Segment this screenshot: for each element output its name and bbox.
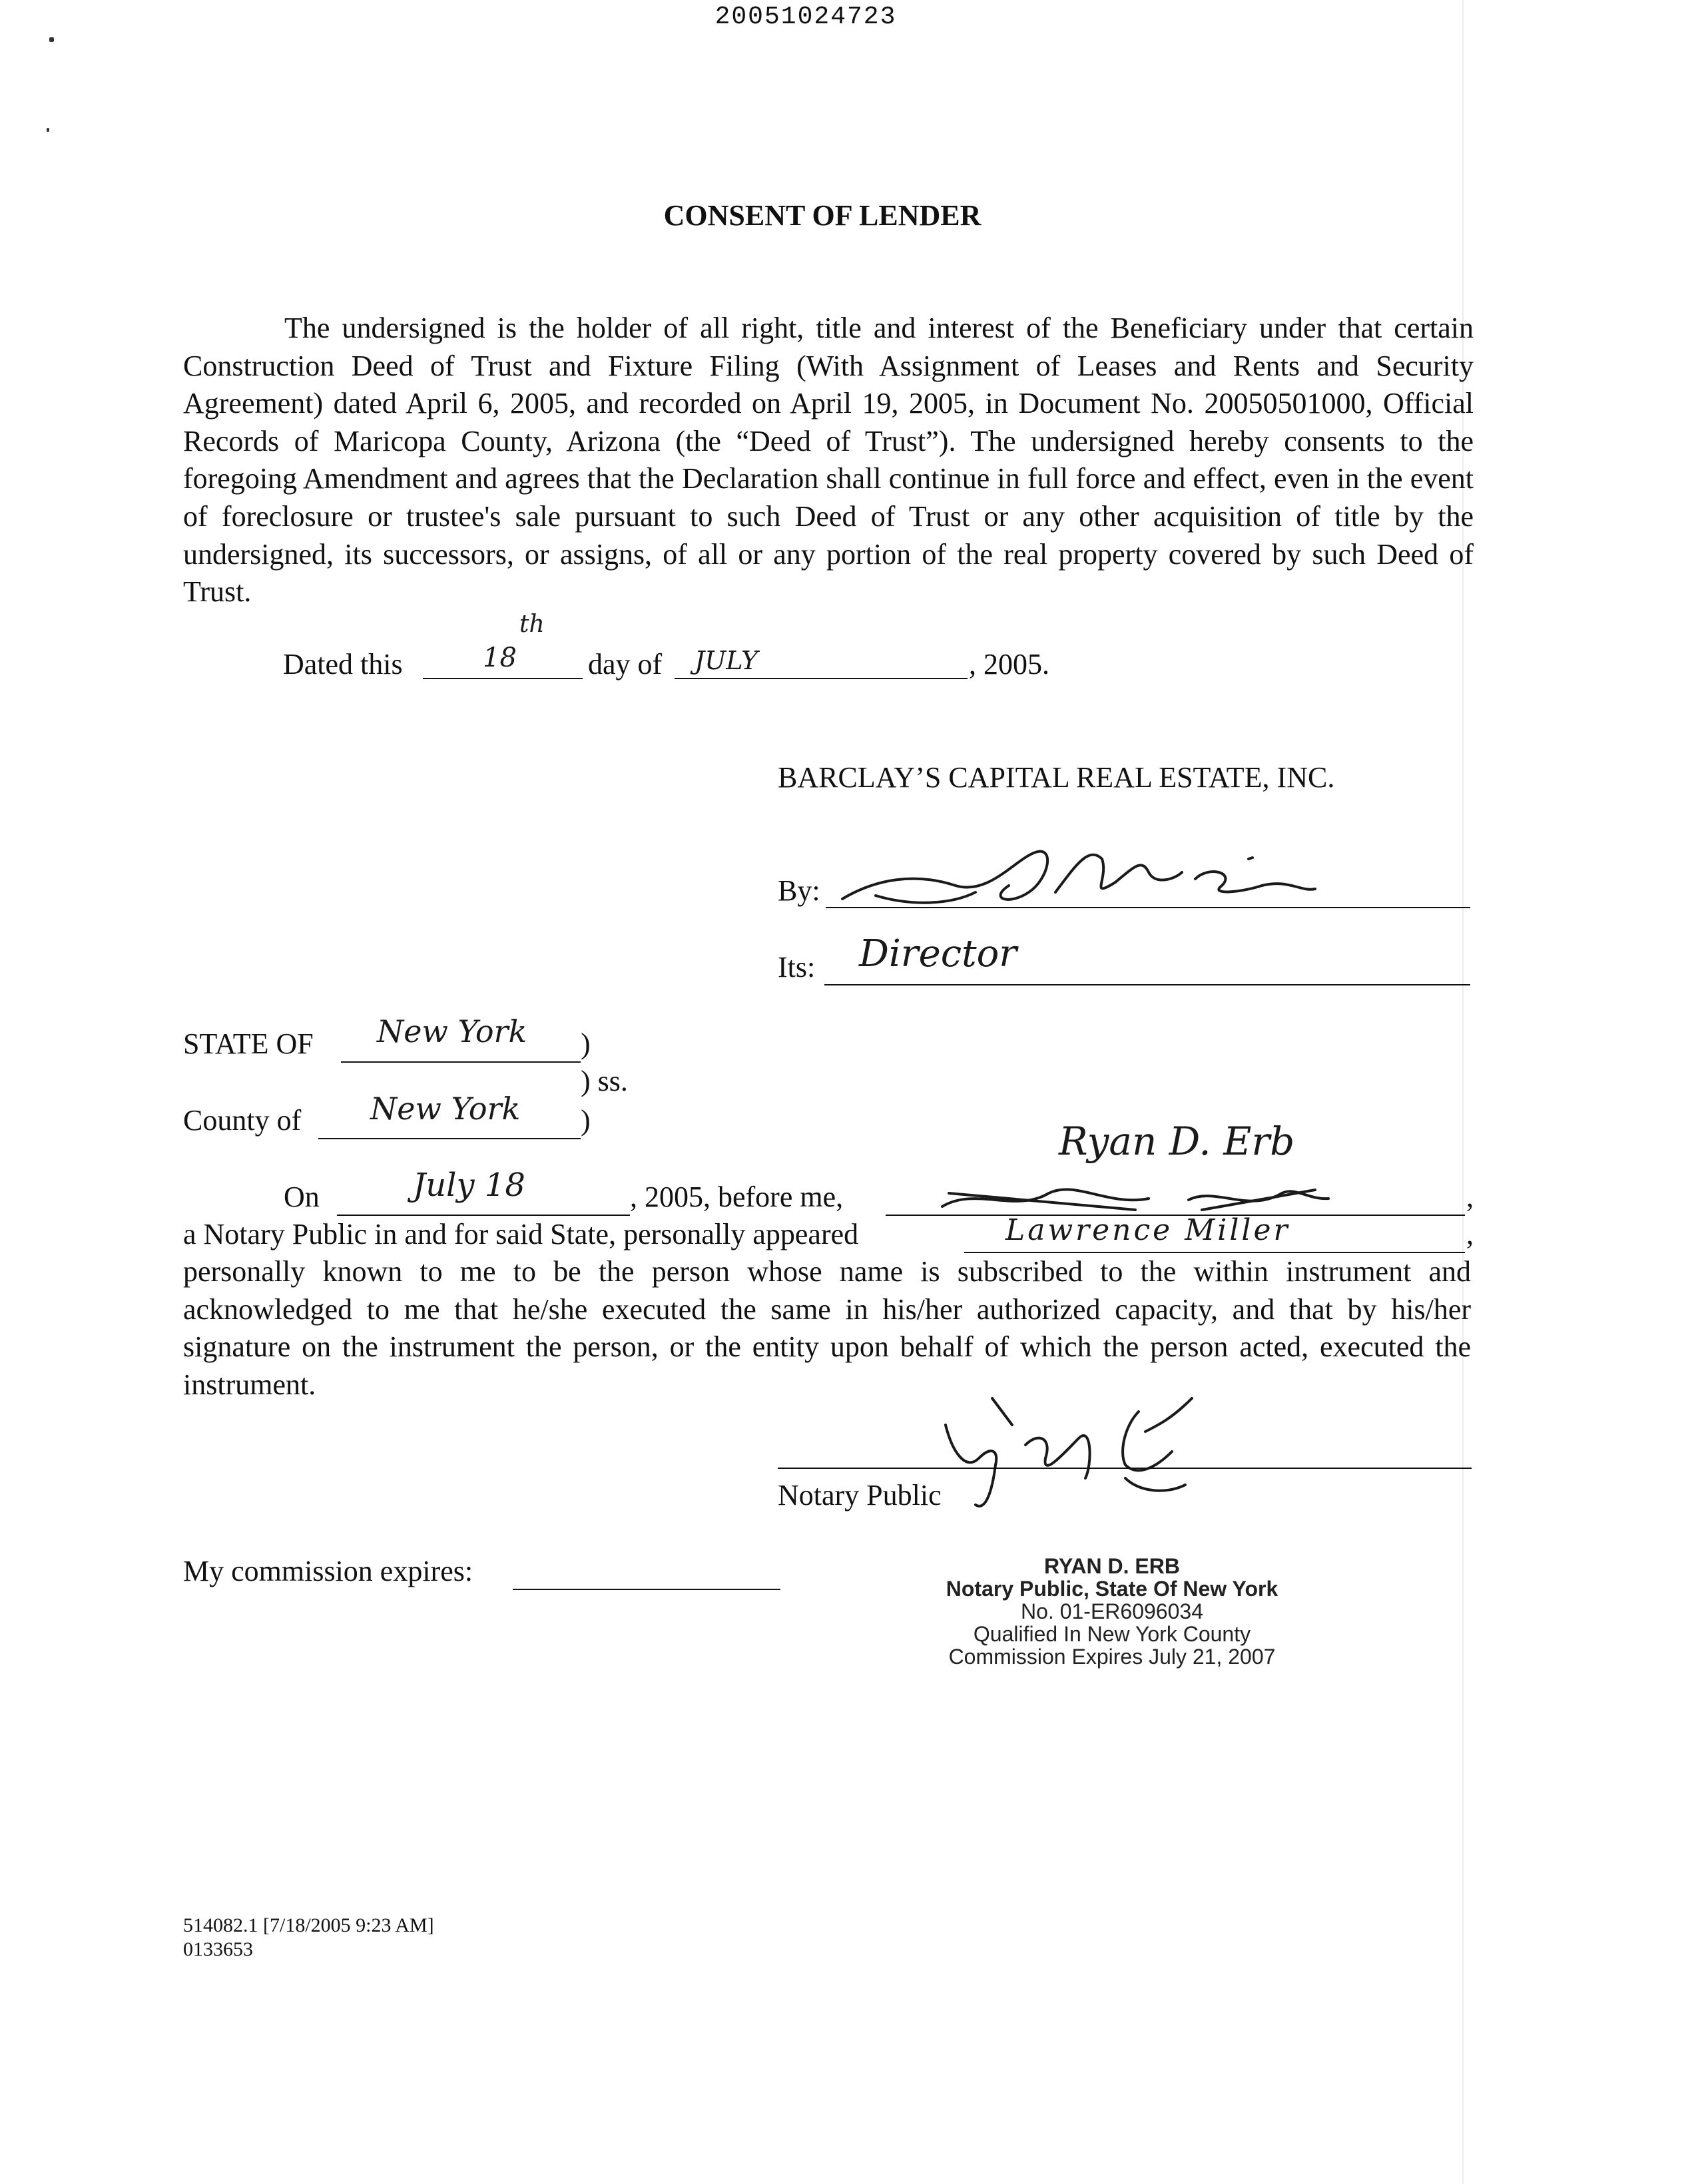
before-me-text: , 2005, before me,	[630, 1181, 844, 1213]
consent-text: The undersigned is the holder of all right, title and interest of the Beneficiary under that certain Construction Deed of Trust and Fixture Filing (With Assignment of Leases and Rents and Security Agreement) dated April 6, 2005, and recorded on April 19, 2005, in Document No. 20050501000, Official Records of Maricopa County, Arizona (the “Deed of Trust”). The undersigned hereby consents to the foregoing Amendment and agrees that the Declaration shall continue in full force and effect, even in the event of foreclosure or trustee's sale pursuant to such Deed of Trust or any other acquisition of title by the undersigned, its successors, or assigns, of all or any portion of the real property covered by such Deed of Trust.	[183, 312, 1474, 609]
footer-code: 0133653	[183, 1938, 253, 1960]
comma-1: ,	[1466, 1181, 1474, 1213]
notary-stamp	[912, 1555, 1312, 1668]
by-label: By:	[778, 874, 820, 907]
stamp-number: No. 01-ER6096034	[1021, 1599, 1203, 1623]
document-title: CONSENT OF LENDER	[663, 199, 982, 232]
state-underline	[341, 1061, 581, 1063]
dated-prefix: Dated this	[283, 648, 403, 681]
stamp-county: Qualified In New York County	[973, 1622, 1251, 1646]
its-label: Its:	[778, 951, 816, 983]
day-handwritten: 18	[483, 643, 517, 673]
year-suffix: , 2005.	[969, 648, 1049, 681]
ack-paragraph: personally known to me to be the person whose name is subscribed to the within instrument and acknowledged to me that he/she executed the same in his/her authorized capacity, and that by his/her signature on the instrument the person, or the entity upon behalf of which the person acted, executed the instrument.	[183, 1255, 1471, 1401]
consent-paragraph	[183, 310, 1474, 611]
county-label: County of	[183, 1104, 302, 1137]
lender-signature	[836, 819, 1328, 926]
state-paren: )	[581, 1027, 591, 1060]
lender-name: BARCLAY’S CAPITAL REAL ESTATE, INC.	[778, 761, 1335, 794]
notary-public-label: Notary Public	[778, 1479, 942, 1511]
scan-speck	[47, 128, 49, 132]
notary-signature-line	[778, 1468, 1472, 1469]
its-signature-line	[824, 984, 1470, 985]
record-number: 20051024723	[714, 3, 897, 31]
stamp-title: Notary Public, State Of New York	[946, 1577, 1278, 1601]
ack-line-2: a Notary Public in and for said State, personally appeared	[183, 1218, 859, 1250]
stamp-name: RYAN D. ERB	[1044, 1554, 1180, 1578]
commission-expires-underline	[513, 1589, 780, 1590]
scan-speck	[49, 37, 54, 42]
state-handwritten: New York	[377, 1013, 527, 1049]
dated-line	[283, 611, 1415, 692]
notary-signature	[926, 1385, 1205, 1518]
comma-2: ,	[1466, 1218, 1474, 1250]
county-handwritten: New York	[370, 1091, 521, 1127]
day-underline	[423, 678, 583, 679]
state-label: STATE OF	[183, 1027, 314, 1060]
ss-label: ) ss.	[581, 1065, 628, 1097]
county-paren: )	[581, 1104, 591, 1137]
county-underline	[318, 1138, 581, 1139]
day-suffix-handwritten: th	[519, 611, 545, 638]
month-handwritten: JULY	[695, 646, 758, 675]
day-of-label: day of	[588, 648, 663, 681]
footer-doc-ref: 514082.1 [7/18/2005 9:23 AM]	[183, 1914, 434, 1936]
appeared-handwritten: Lawrence Miller	[1005, 1213, 1290, 1247]
its-handwritten: Director	[859, 932, 1017, 975]
notary-name-handwritten: Ryan D. Erb	[1059, 1119, 1295, 1164]
ack-date-handwritten: July 18	[413, 1167, 525, 1204]
commission-expires-label: My commission expires:	[183, 1555, 473, 1587]
on-label: On	[284, 1181, 320, 1213]
stamp-expires: Commission Expires July 21, 2007	[948, 1645, 1276, 1669]
